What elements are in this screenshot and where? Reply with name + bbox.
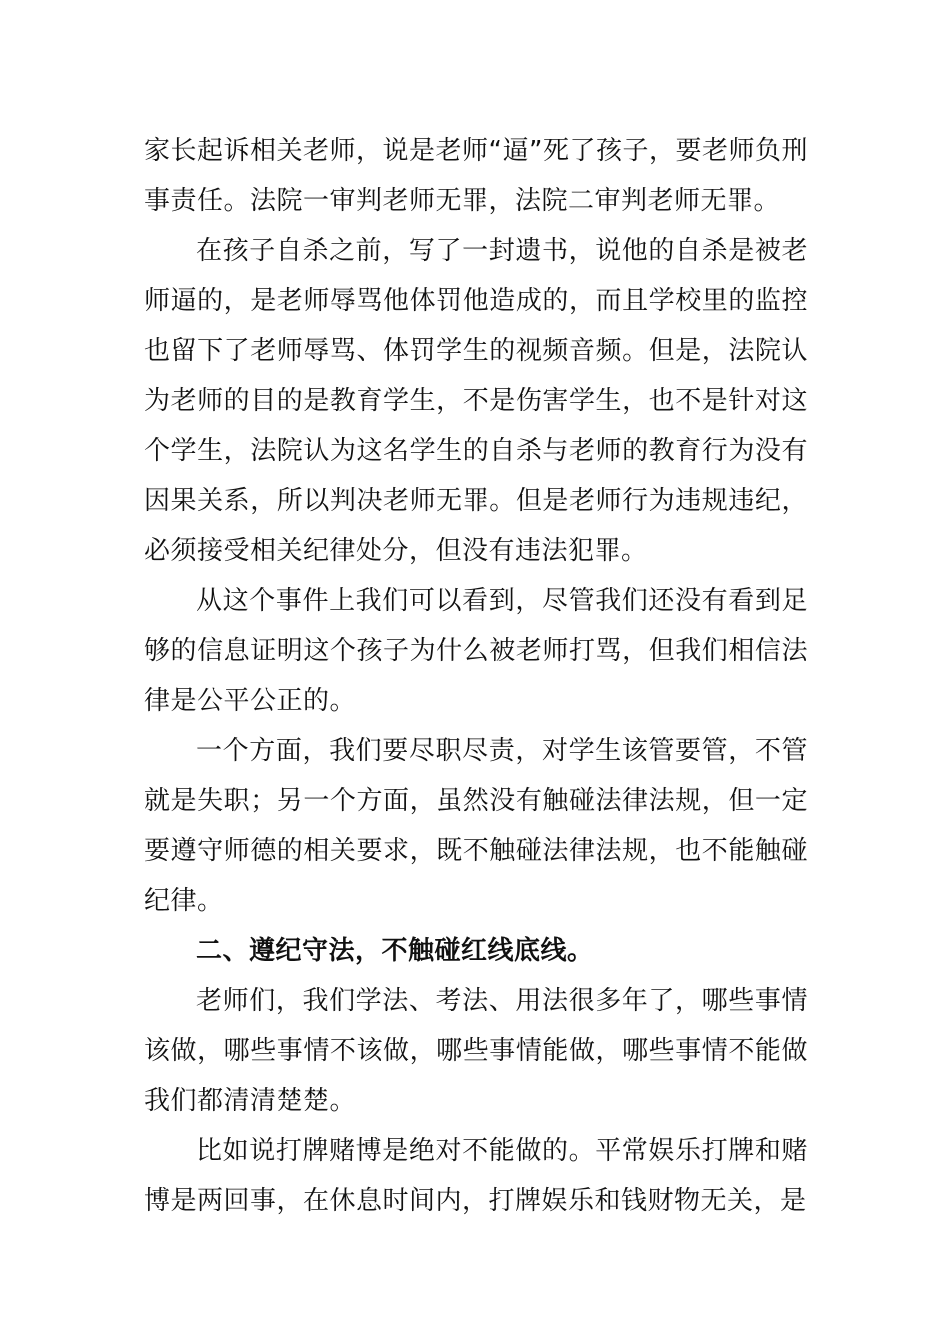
- paragraph-4: 一个方面，我们要尽职尽责，对学生该管要管，不管就是失职；另一个方面，虽然没有触碰法律法规，但一定要遵守师德的相关要求，既不触碰法律法规，也不能触碰纪律。: [144, 736, 808, 916]
- paragraph-5: 老师们，我们学法、考法、用法很多年了，哪些事情该做，哪些事情不该做，哪些事情能做，哪些事情不能做我们都清清楚楚。: [144, 986, 808, 1116]
- document-body: [144, 126, 808, 1226]
- paragraph-1: 家长起诉相关老师，说是老师“逼”死了孩子，要老师负刑事责任。法院一审判老师无罪，法院二审判老师无罪。: [144, 136, 808, 216]
- section-heading: 二、遵纪守法，不触碰红线底线。: [196, 936, 594, 966]
- paragraph-6: 比如说打牌赌博是绝对不能做的。平常娱乐打牌和赌博是两回事，在休息时间内，打牌娱乐和钱财物无关，是: [144, 1136, 808, 1216]
- paragraph-2: 在孩子自杀之前，写了一封遗书，说他的自杀是被老师逼的，是老师辱骂他体罚他造成的，而且学校里的监控也留下了老师辱骂、体罚学生的视频音频。但是，法院认为老师的目的是教育学生，不是伤害学生，也不是针对这个学生，法院认为这名学生的自杀与老师的教育行为没有因果关系，所以判决老师无罪。但是老师行为违规违纪，必须接受相关纪律处分，但没有违法犯罪。: [144, 236, 808, 566]
- paragraph-3: 从这个事件上我们可以看到，尽管我们还没有看到足够的信息证明这个孩子为什么被老师打骂，但我们相信法律是公平公正的。: [144, 586, 808, 716]
